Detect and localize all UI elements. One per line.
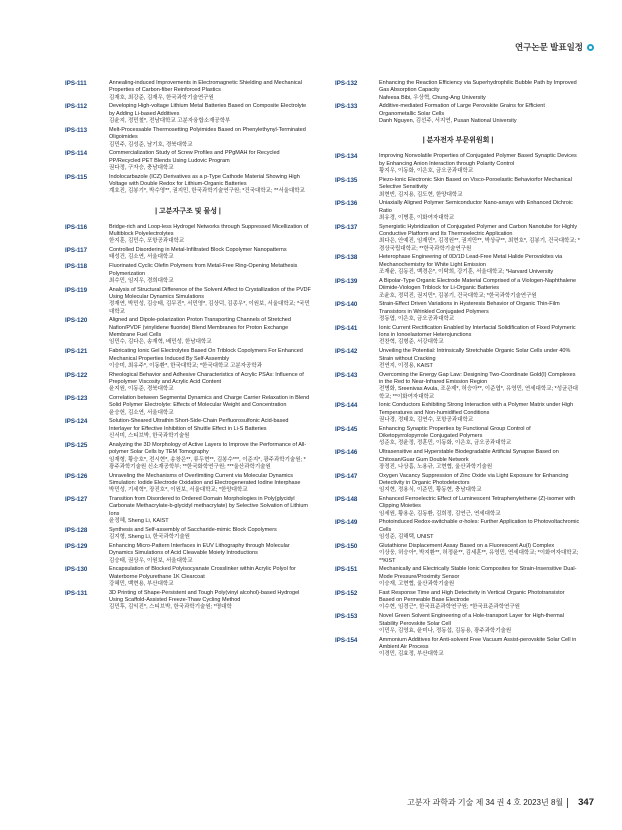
entry-code: IPS-141 [335,324,358,332]
entry-code: IPS-146 [335,449,358,457]
entry-code: IPS-151 [335,566,358,574]
paper-entry [335,543,581,565]
paper-entry [335,278,581,300]
entry-code: IPS-135 [335,176,358,184]
footer-journal: 고분자 과학과 기술 제 34 권 4 호 2023년 8월 [407,798,564,807]
entry-authors: 김승태, 권상우, 이원보, 서울대학교 [109,557,193,564]
entry-authors: 계호진, 김봉기*, 박수영**, 권지민, 한국과학기술연구원; *건국대학교; **서울대학교 [109,188,305,195]
paper-entry [65,263,311,285]
entry-authors: 전찬혁, 김형준, 서강대학교 [379,339,444,346]
entry-authors: 이승재, 고현협, 울산과학기술원 [379,581,455,587]
paper-entry [335,566,581,588]
entry-authors: 김지형, Sheng Li, 한국과학기술원 [109,534,190,541]
paper-entry [65,348,311,370]
entry-body [109,566,311,588]
entry-authors: 임성준, 김해택, UNIST [379,534,434,541]
entry-authors: 김민후, 김익진*, 스티브박, 한국과학기술원; *명대학 [109,604,232,611]
paper-entry [335,473,581,495]
entry-body [379,402,581,424]
entry-title: Aligned and Dipole-polarization Proton Transporting Channels of Stretched Nafion/PVDF (vinylidene fluoride) Blend Membranes for Proton Exchange Membrane Fuel Cells [109,317,291,339]
entry-body [379,224,581,253]
entry-body [109,224,311,246]
entry-code: IPS-112 [65,103,88,111]
entry-body [109,80,311,102]
paper-entry [335,177,581,199]
page-footer [407,797,594,808]
entry-authors: 한지훈, 김민수, 포항공과대학교 [109,238,185,245]
entry-title: Glutathione Displacement Assay Based on a Fluorescent Au(I) Complex [379,542,555,549]
entry-code: IPS-115 [65,173,88,181]
entry-title: Oxygen Vacancy Suppression of Zinc Oxide via Light Exposure for Enhancing Detectivity in Organic Photodetectors [379,472,569,486]
paper-entry [335,637,581,659]
entry-authors: 김윤지, 정민철*, 전남대학교 고분자융합소재공학부 [109,118,231,125]
circle-icon [587,44,594,51]
entry-body [379,449,581,471]
entry-code: IPS-145 [335,425,358,433]
footer-divider [567,798,568,808]
entry-body [109,127,311,149]
section-heading-left: | 고분자구조 및 물성 | [155,207,221,215]
paper-entry [65,103,311,125]
entry-title: Analysis of Structural Difference of the Solvent Affect to Crystallization of the PVDF Using Molecular Dynamics Simulations [109,286,311,300]
page-number: 347 [578,797,594,808]
entry-body [379,278,581,300]
entry-authors: 윤지원, 이동준, 경북대학교 [109,386,174,393]
entry-code: IPS-132 [335,80,358,87]
entry-body [109,372,311,394]
entry-authors: 장정진, 나상흠, 노용규, 고현협, 울산과학기술원 [379,463,493,470]
entry-body [109,287,311,316]
entry-authors: Danh Nguyen, 김선주, 서지연, Pusan National University [379,118,517,125]
entry-authors: 윤정혜, Sheng Li, KAIST [109,518,169,525]
paper-entry [335,426,581,448]
paper-entry [335,449,581,471]
paper-entry [65,418,311,440]
entry-code: IPS-149 [335,519,358,527]
page-header [515,41,594,53]
entry-body [379,325,581,347]
entry-code: IPS-127 [65,496,88,504]
entry-title: Heterophase Engineering of 0D/1D Lead-Free Metal Halide Perovskites via Mechanochemistry for White Light Emission [379,254,563,268]
paper-entry [335,613,581,635]
entry-title: Encapsulation of Blocked Polyisocyanate Crosslinker within Acrylic Polyol for Waterborne Polyurethane 1K Clearcoat [109,566,296,580]
entry-code: IPS-122 [65,371,88,379]
paper-entry [65,372,311,394]
entry-body [109,317,311,346]
entry-title: Controlled Disordering in Metal-Infiltrated Block Copolymer Nanopatterns [109,247,287,254]
entry-title: Overcoming the Energy Gap Law: Designing Two-Coordinate Gold(I) Complexes in the Red to Near-Infrared Emission Region [379,371,576,385]
entry-body [379,301,581,323]
paper-entry [65,590,311,612]
entry-title: Ultrasensitive and Hyperstable Biodegradable Artificial Synapse Based on Chitosan/Guar Gum Double Network [379,449,559,463]
entry-title: Enhanced Ferroelectric Effect of Luminescent Tetraphenylethene (Z)-isomer with Clipping Moieties [379,496,576,510]
entry-authors: 황지우, 이동화, 이은호, 금오공과대학교 [379,168,474,175]
entry-body [379,372,581,401]
entry-title: Synthesis and Self-assembly of Saccharide-mimic Block Copolymers [109,526,277,533]
paper-entry [65,224,311,246]
entry-code: IPS-136 [335,200,358,208]
entry-code: IPS-113 [65,126,88,134]
entry-title: Piezo-Ionic Electronic Skin Based on Visco-Poroelastic Behaviorfor Mechanical Selective Sensitivity [379,176,572,191]
entry-authors: 조윤호, 정덕진, 권지민*, 김봉기, 건국대학교; *한국과학기술연구원 [379,292,537,299]
entry-authors: 태성건, 김소연, 서울대학교 [109,254,174,261]
entry-title: Enhancing Synaptic Properties by Functional Group Control of Diketopyrrolopyrrole Conjugated Polymers [379,425,531,440]
paper-entry [65,150,311,172]
entry-title: Strain-Effect Driven Variations in Hysteresis Behavior of Organic Thin-Film Transistors in Wrinkled Conjugated Polymers [379,301,560,315]
entry-title: Annealing-induced Improvements in Electromagnetic Shielding and Mechanical Properties of Carbon-fiber Reinforced Plastics [109,80,302,94]
entry-title: Enhancing the Reaction Efficiency via Superhydrophilic Bubble Path by Improved Gas Absorption Capacity [379,80,577,94]
entry-authors: 권다정, 구자승, 충남대학교 [109,164,174,171]
entry-title: Additive-mediated Formation of Large Perovskite Grains for Efficient Organometallic Solar Cells [379,103,545,117]
entry-title: Mechanically and Electrically Stable Ionic Composites for Strain-Insensitive Dual-Mode Pressure/Proximity Sensor [379,566,577,580]
entry-body [379,153,581,175]
entry-body [379,590,581,612]
entry-authors: 최현빈, 김지용, 김도현, 한양대학교 [379,191,463,198]
entry-authors: 이수현, 임경근*, 한국표준과학연구원; *한국표준과학연구원 [379,604,520,611]
entry-code: IPS-134 [335,153,358,161]
entry-body [109,418,311,440]
entry-body [379,426,581,448]
entry-title: 3D Printing of Shape-Persistent and Tough Poly(vinyl alcohol)-based Hydrogel Using Scaffold-Assisted Freeze-Thaw Cycling Method [109,589,300,604]
entry-body [379,80,581,102]
right-column [335,80,581,660]
paper-entry [335,590,581,612]
entry-body [109,395,311,417]
entry-code: IPS-121 [65,348,88,356]
paper-entry [335,254,581,276]
entry-title: Correlation between Segmental Dynamics and Charge Carrier Relaxation in Blend Solid Polymer Electrolyte: Effects of Molecular Weight and Concentration [109,395,310,409]
entry-body [109,527,311,542]
entry-title: Uniaxially Aligned Polymer Semiconductor Nano-arrays with Enhanced Dichroic Ratio [379,200,573,214]
paper-entry [335,301,581,323]
entry-authors: 박민성, 기세혁*, 장진호*, 이원보, 서울대학교; *한양대학교 [109,487,248,494]
left-list-section [65,224,311,612]
entry-body [109,543,311,565]
entry-title: Improving Nonvolatile Properties of Conjugated Polymer Based Synaptic Devices by Enhancing Anion Interaction through Polarity Control [379,153,577,167]
entry-title: Enhancing Micro-Pattern Interfaces in EUV Lithography through Molecular Dynamics Simulations of Acid Cleavable Moiety Introductions [109,542,290,557]
entry-code: IPS-124 [65,418,88,426]
entry-code: IPS-142 [335,348,358,356]
entry-code: IPS-140 [335,301,358,309]
entry-body [109,473,311,495]
entry-body [109,348,311,370]
entry-code: IPS-150 [335,542,358,550]
entry-code: IPS-138 [335,254,358,262]
entry-authors: 성준호, 정윤정, 정훈민, 이동화, 이은호, 금오공과대학교 [379,440,512,447]
entry-body [109,174,311,196]
entry-body [109,103,311,125]
entry-title: Fast Response Time and High Detectivity in Vertical Organic Phototransistor Based on Permeable Base Electrode [379,589,565,604]
paper-entry [65,543,311,565]
paper-entry [335,519,581,541]
entry-body [379,613,581,635]
entry-body [379,177,581,199]
paper-entry [335,402,581,424]
entry-authors: 최유경, 이병훈, 이화여자대학교 [379,214,455,221]
entry-body [379,566,581,588]
paper-entry [65,395,311,417]
section-heading-right: | 분자전자 부문위원회 | [422,137,494,145]
entry-authors: 임지현, 정용식, 이준민, 황동현, 충남대학교 [379,487,482,494]
entry-authors: 최수민, 임지우, 경희대학교 [109,277,174,284]
entry-body [379,519,581,541]
paper-entry [65,174,311,196]
paper-entry [335,348,581,370]
entry-code: IPS-129 [65,542,88,550]
entry-code: IPS-126 [65,472,88,480]
entry-authors: 임세원, 황용운, 김동환, 김희정, 김연근, 연세대학교 [379,510,501,517]
entry-body [109,247,311,262]
paper-entry [65,527,311,542]
entry-title: Fluorinated Cyclic Olefin Polymers from Metal-Free Ring-Opening Metathesis Polymerization [109,263,298,277]
entry-title: Developing High-voltage Lithium Metal Batteries Based on Composite Electrolyte by Adding Li-based Additives [109,103,307,117]
paper-entry [335,372,581,401]
paper-entry [65,287,311,316]
paper-entry [65,442,311,471]
paper-entry [335,325,581,347]
entry-code: IPS-125 [65,441,88,449]
entry-code: IPS-120 [65,317,88,325]
entry-code: IPS-123 [65,395,88,403]
entry-code: IPS-128 [65,526,88,534]
entry-title: A Bipolar-Type Organic Electrode Material Comprised of a Viologen-Naphthalene Diimide-Viologen Triblock for Li-Organic Batteries [379,277,577,292]
entry-body [379,473,581,495]
entry-body [379,496,581,518]
entry-body [109,442,311,471]
entry-authors: 김재호, 최강준, 김재우, 한국과학기술연구원 [109,94,214,101]
entry-authors: 전연지, 이정용, KAIST [379,362,433,369]
entry-title: Commercialization Study of Screw Profiles and PPgMAH for Recycled PP/Recycled PET Blends Using Ludovic Program [109,150,280,164]
entry-title: Melt-Processable Thermosetting Polyimides Based on Phenylethynyl-Terminated Oligoimides [109,126,306,141]
paper-entry [335,496,581,518]
paper-entry [65,127,311,149]
entry-authors: 이민우, 김영효, 윤미나, 정동섭, 김동용, 광주과학기술원 [379,627,512,634]
entry-code: IPS-131 [65,589,88,597]
entry-title: Ammonium Additives for Anti-solvent Free Vacuum Assist-perovskite Solar Cell in Ambient Air Process [379,636,577,650]
entry-code: IPS-137 [335,223,358,231]
paper-entry [65,473,311,495]
entry-body [379,348,581,370]
paper-entry [65,566,311,588]
paper-entry [335,103,581,125]
entry-code: IPS-114 [65,150,88,158]
entry-authors: 이상웅, 허승아*, 박지환**, 허정윤**, 김세훈**, 유영민, 연세대학교; *이화여자대학교; **KIST [379,550,579,564]
entry-authors: 강혜민, 백현용, 부산대학교 [109,581,174,587]
entry-authors: 윤승헌, 김소연, 서울대학교 [109,409,174,416]
entry-code: IPS-139 [335,277,358,285]
entry-code: IPS-143 [335,371,358,379]
entry-authors: 신서미, 스티브박, 한국과학기술원 [109,433,190,440]
entry-body [379,254,581,276]
entry-body [109,263,311,285]
entry-code: IPS-154 [335,636,358,644]
entry-body [379,200,581,222]
header-title: 연구논문 발표일정 [514,42,583,52]
entry-body [109,496,311,525]
paper-entry [65,247,311,262]
entry-title: Indolocarbazole (ICZ) Derivatives as a p-Type Cathode Material Showing High Voltage with Double Redox for Lithium-Organic Batteries [109,173,300,188]
entry-code: IPS-117 [65,247,88,255]
entry-authors: 조재윤, 김동진, 백경은*, 이탁희, 강기훈, 서울대학교; *Harvard University [379,269,554,276]
entry-title: Transition from Disordered to Ordered Domain Morphologies in Poly(glycidyl Carbonate Methacrylate-b-glycidyl methacrylate) by Selective Solvation of Lithium Ions [109,496,309,517]
entry-code: IPS-111 [65,80,87,87]
entry-authors: 임재형, 황승호*, 전시현*, 송창은**, 류두현**, 김봉수***, 이준지*, 광주과학기술원; *광주과학기술원 신소재공학부; **한국화학연구원; ***울산과학기술원 [109,456,306,470]
entry-authors: 권나경, 정태호, 김연수, 포항공과대학교 [379,417,474,424]
entry-code: IPS-133 [335,103,358,111]
entry-body [379,103,581,125]
entry-authors: 정재연, 박민성, 김승태, 김무진*, 서민영*, 김상덕, 김종우*, 이원보, 서울대학교; *국민대학교 [109,301,310,315]
entry-code: IPS-130 [65,566,88,574]
entry-authors: 김민주, 김성준, 남기호, 경북대학교 [109,141,193,148]
paper-entry [335,153,581,175]
entry-title: Unveiling the Potential: Intrinsically Stretchable Organic Solar Cells under 40% Strain without Cracking [379,348,571,362]
entry-code: IPS-116 [65,223,88,231]
paper-entry [335,224,581,253]
paper-entry [65,317,311,346]
left-column [65,80,311,613]
entry-title: Bridge-rich and Loop-less Hydrogel Networks through Suppressed Micellization of Multiblock Polyelectrolytes [109,223,309,238]
entry-authors: 전병화, Sreenivas Avula, 조운제*, 허승아**, 이준엽*, 유영민, 연세대학교; *성균관대학교; **이화여자대학교 [379,386,578,400]
entry-title: Ionic Current Rectification Enabled by Interfacial Solidification of Fixed Polymeric Ions in Ionoelastomer Heterojunctions [379,324,576,339]
entry-authors: 이승미, 최유주*, 이동환*, 한국대학교; *한국대학교 고분자공학과 [109,362,263,369]
entry-title: Ionic Conductors Exhibiting Strong Interaction with a Polymer Matrix under High Temperatures and Non-humidified Conditions [379,402,574,416]
entry-title: Rheological Behavior and Adhesive Characteristics of Acrylic PSAs: Influence of Prepolymer Viscosity and Acrylic Acid Content [109,371,304,385]
entry-authors: 임민수, 김다은, 송재혁, 배민성, 한남대학교 [109,339,212,346]
entry-title: Solution-Sheared Ultrathin Short-Side-Chain Perfluorosulfonic Acid-based Interlayer for Effective Inhibition of Shuttle Effect in Li-S Batteries [109,418,289,432]
paper-entry [65,80,311,102]
entry-authors: 이경민, 김효정, 부산대학교 [379,651,444,658]
entry-code: IPS-118 [65,263,88,271]
entry-body [379,637,581,659]
entry-title: Novel Green Solvent Engineering of a Hole-transport Layer for High-thermal Stability Perovskite Solar Cell [379,613,564,627]
entry-title: Analyzing the 3D Morphology of Active Layers to Improve the Performance of All-polymer Solar Cells by TEM Tomography [109,441,307,456]
entry-code: IPS-119 [65,286,88,294]
entry-authors: Nafeesa Bibi, 우상혁, Chung-Ang University [379,94,486,101]
right-list-section [335,153,581,658]
entry-title: Photoinduced Redox-switchable σ-holes: Further Application to Photovoltachromic Cells [379,519,580,533]
left-list-top [65,80,311,196]
entry-code: IPS-147 [335,472,358,480]
entry-body [109,150,311,172]
entry-title: Synergistic Hybridization of Conjugated Polymer and Carbon Nanotube for Highly Conductive Platform and Its Thermoelectric Application [379,223,578,238]
entry-body [109,590,311,612]
entry-body [379,543,581,565]
right-list-top [335,80,581,125]
entry-authors: 최다은, 안예진, 임재민*, 김정원**, 권지만**, 박상규**, 최현호*, 김봉기, 건국대학교; *경상국립대학교; **한국과학기술연구원 [379,238,580,252]
paper-entry [335,200,581,222]
entry-authors: 정동엽, 이은호, 금오공과대학교 [379,316,455,323]
entry-code: IPS-152 [335,589,358,597]
paper-entry [65,496,311,525]
entry-title: Unraveling the Mechanisms of Overlimiting Current via Molecular Dynamics Simulation: Iodide Electrode Oxidation and Electrogenerated Iodine Interphase [109,472,301,486]
entry-code: IPS-144 [335,402,358,410]
entry-title: Fabricating Ionic Gel Electrolytes Based On Triblock Copolymers For Enhanced Mechanical Properties Induced By Self-Assembly [109,348,303,362]
entry-code: IPS-148 [335,496,358,504]
entry-code: IPS-153 [335,613,358,621]
paper-entry [335,80,581,102]
